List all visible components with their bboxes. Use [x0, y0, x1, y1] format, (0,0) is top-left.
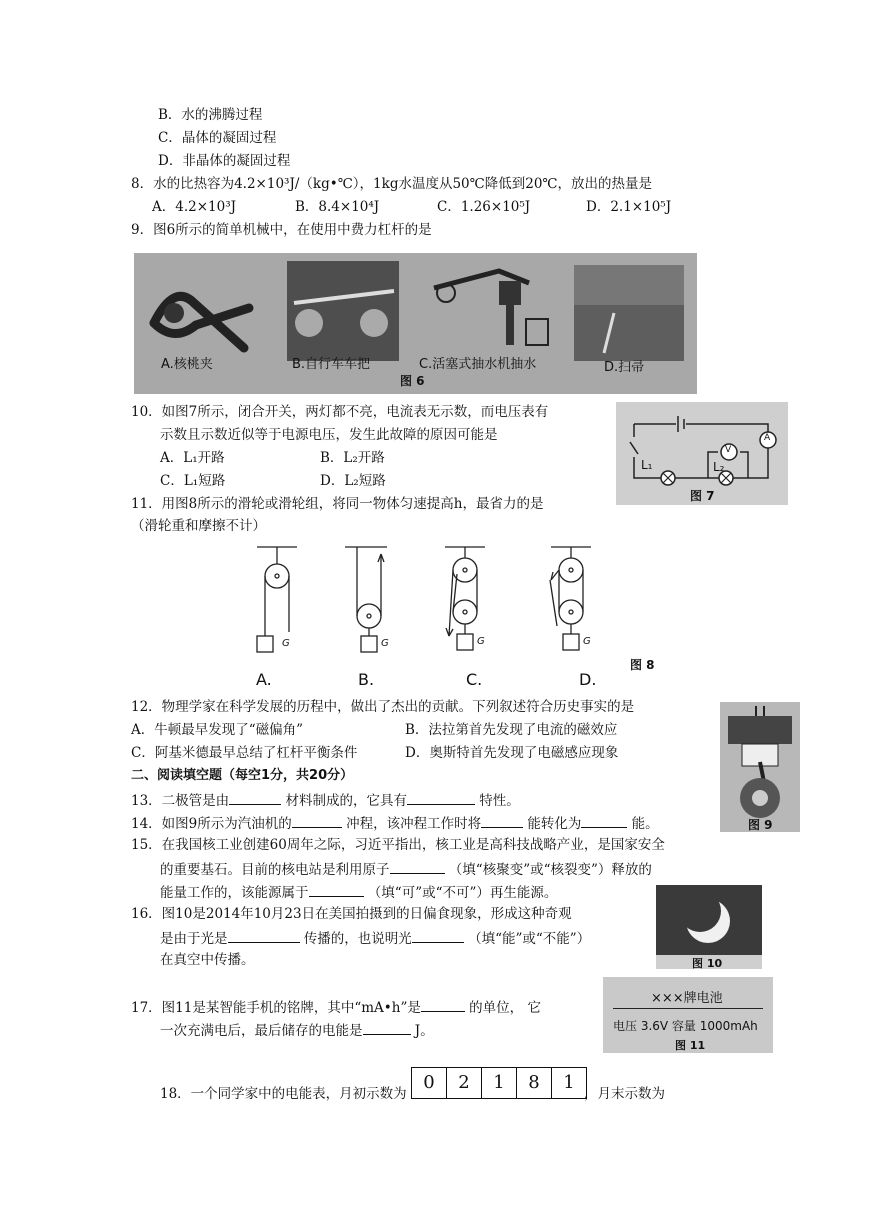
circuit-label-v: V	[725, 445, 732, 455]
q14-blank-3[interactable]	[581, 813, 627, 828]
q18-text-b: ，月末示数为	[584, 1086, 665, 1102]
q8-stem: 8．水的比热容为4.2×10³J/（kg•℃），1kg水温度从50℃降低到20℃，放出的热量是	[131, 176, 653, 192]
pulley-label-c: C.	[466, 670, 483, 689]
q16-line3: 在真空中传播。	[160, 952, 255, 968]
nutcracker-drawing	[154, 296, 249, 348]
figure-6-label-c: C.活塞式抽水机抽水	[419, 357, 537, 372]
q14-blank-2[interactable]	[481, 813, 523, 828]
q12-stem: 12．物理学家在科学发展的历程中，做出了杰出的贡献。下列叙述符合历史事实的是	[131, 699, 635, 715]
q17-line2: 一次充满电后，最后储存的电能是 J。	[160, 1020, 434, 1040]
figure-11-caption: 图 11	[675, 1039, 706, 1052]
q10-line1: 10．如图7所示，闭合开关，两灯都不亮，电流表无示数，而电压表有	[131, 404, 549, 420]
figure-6-label-d: D.扫帚	[604, 360, 645, 375]
q13-blank-1[interactable]	[229, 790, 281, 805]
pump-drawing	[434, 271, 548, 345]
q10-option-b: B．L₂开路	[320, 450, 385, 466]
q7-option-c: C．晶体的凝固过程	[158, 130, 277, 146]
engine-diagram	[720, 702, 800, 832]
q16-blank-1[interactable]	[228, 928, 300, 943]
q8-option-b: B．8.4×10⁴J	[295, 199, 380, 215]
figure-6-caption: 图 6	[400, 374, 425, 388]
q10-option-c: C．L₁短路	[160, 473, 226, 489]
circuit-label-a: A	[764, 433, 771, 443]
q14-line: 14．如图9所示为汽油机的 冲程，该冲程工作时将 能转化为 能。	[131, 813, 659, 833]
meter-digit: 0	[411, 1067, 447, 1099]
weight-label-c: G	[477, 636, 485, 647]
pulley-label-d: D.	[579, 670, 597, 689]
circuit-label-l2: L₂	[713, 460, 725, 474]
q7-option-b: B．水的沸腾过程	[158, 107, 263, 123]
q9-stem: 9．图6所示的简单机械中，在使用中费力杠杆的是	[131, 222, 432, 238]
figure-9	[720, 702, 800, 832]
q10-line2: 示数且示数近似等于电源电压，发生此故障的原因可能是	[160, 427, 498, 443]
q13-blank-2[interactable]	[407, 790, 475, 805]
pulley-label-a: A.	[256, 670, 272, 689]
pulley-label-b: B.	[358, 670, 375, 689]
figure-10-caption: 图 10	[692, 957, 723, 969]
q16-line2: 是由于光是 传播的，也说明光 （填“能”或“不能”）	[160, 928, 590, 948]
q12-option-c: C．阿基米德最早总结了杠杆平衡条件	[131, 745, 358, 761]
q16-blank-2[interactable]	[412, 928, 464, 943]
q8-option-d: D．2.1×10⁵J	[586, 199, 672, 215]
weight-label-d: G	[583, 636, 591, 647]
q8-option-c: C．1.26×10⁵J	[437, 199, 531, 215]
figure-6-label-b: B.自行车车把	[292, 357, 371, 372]
q15-blank-1[interactable]	[390, 859, 445, 874]
meter-digit: 2	[446, 1067, 482, 1099]
meter-digit: 1	[481, 1067, 517, 1099]
battery-plate-title: ×××牌电池	[651, 991, 723, 1006]
q15-line3: 能量工作的，该能源属于 （填“可”或“不可”）再生能源。	[160, 882, 557, 902]
q10-option-a: A．L₁开路	[160, 450, 225, 466]
figure-6-label-a: A.核桃夹	[161, 357, 213, 372]
figure-10	[656, 885, 762, 969]
q18-text-a: 18．一个同学家中的电能表，月初示数为	[160, 1086, 407, 1102]
figure-11	[603, 977, 773, 1053]
figure-6	[134, 253, 697, 394]
q15-line2: 的重要基石。目前的核电站是利用原子 （填“核聚变”或“核裂变”）释放的	[160, 859, 652, 879]
weight-label-b: G	[381, 638, 389, 649]
q13-line: 13．二极管是由 材料制成的，它具有 特性。	[131, 790, 520, 810]
q7-option-d: D．非晶体的凝固过程	[158, 153, 291, 169]
q12-option-d: D．奥斯特首先发现了电磁感应现象	[405, 745, 619, 761]
q11-line1: 11．用图8所示的滑轮或滑轮组，将同一物体匀速提高h，最省力的是	[131, 496, 544, 512]
figure-9-caption: 图 9	[748, 818, 773, 832]
circuit-label-l1: L₁	[641, 458, 653, 472]
figure-7	[616, 402, 788, 505]
partial-eclipse-image	[656, 885, 762, 955]
q17-blank-1[interactable]	[421, 997, 465, 1012]
weight-label-a: G	[282, 638, 290, 649]
meter-digit: 1	[551, 1067, 587, 1099]
q15-line1: 15．在我国核工业创建60周年之际，习近平指出，核工业是高科技战略产业，是国家安全	[131, 837, 665, 853]
q8-option-a: A．4.2×10³J	[152, 199, 237, 215]
q12-option-a: A．牛顿最早发现了“磁偏角”	[131, 722, 304, 738]
figure-8-caption: 图 8	[630, 658, 655, 672]
q16-line1: 16．图10是2014年10月23日在美国拍摄到的日偏食现象，形成这种奇观	[131, 906, 572, 922]
q11-line2: （滑轮重和摩擦不计）	[131, 518, 266, 534]
energy-meter-reading	[412, 1067, 587, 1099]
figure-7-caption: 图 7	[690, 489, 715, 503]
pulley-diagrams	[245, 544, 615, 664]
q14-blank-1[interactable]	[292, 813, 342, 828]
meter-digit: 8	[516, 1067, 552, 1099]
battery-plate-spec: 电压 3.6V 容量 1000mAh	[613, 1019, 758, 1033]
q17-line1: 17．图11是某智能手机的铭牌，其中“mA•h”是 的单位， 它	[131, 997, 541, 1017]
q17-blank-2[interactable]	[363, 1020, 411, 1035]
q15-blank-2[interactable]	[309, 882, 364, 897]
q10-option-d: D．L₂短路	[320, 473, 386, 489]
q12-option-b: B．法拉第首先发现了电流的磁效应	[405, 722, 618, 738]
section-2-heading: 二、阅读填空题（每空1分，共20分）	[131, 768, 354, 783]
